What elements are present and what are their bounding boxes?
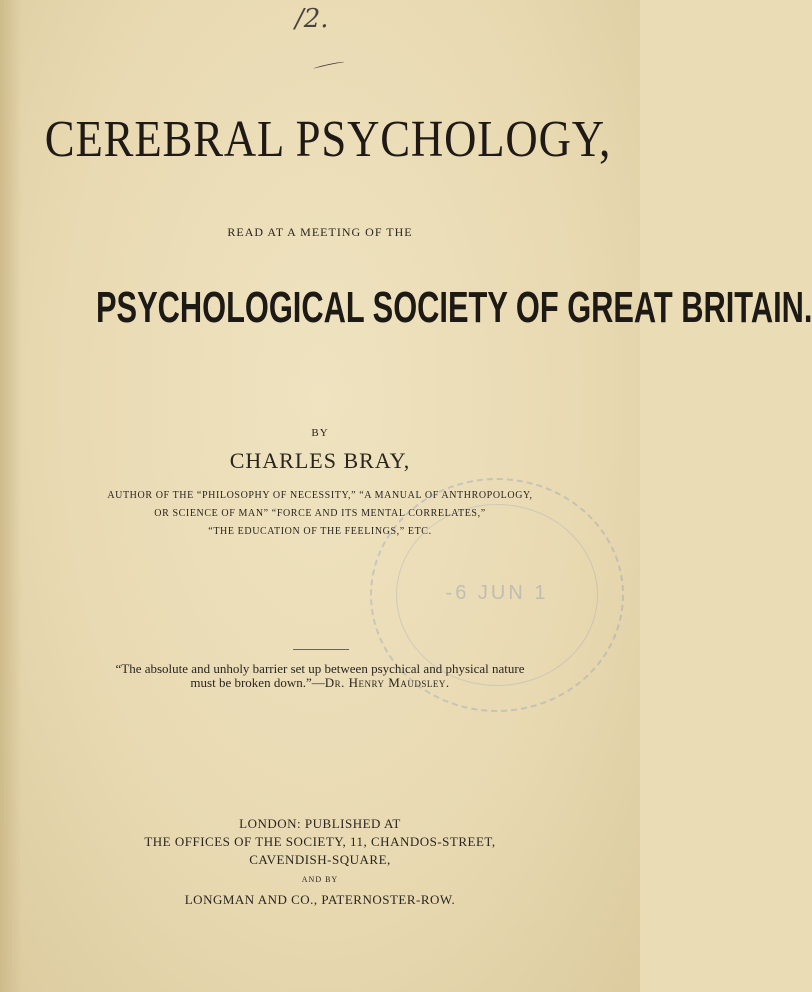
publication-line-2: THE OFFICES OF THE SOCIETY, 11, CHANDOS-STREET,	[144, 834, 496, 849]
publication-and-by: AND BY	[301, 875, 339, 884]
quote-line-2	[0, 676, 640, 690]
publication-info	[0, 815, 640, 909]
publication-line-1: LONDON: PUBLISHED AT	[239, 816, 401, 831]
author-works-line-3: “THE EDUCATION OF THE FEELINGS,” ETC.	[208, 526, 432, 537]
read-at-meeting-line: READ AT A MEETING OF THE	[227, 225, 413, 239]
quote-divider	[293, 649, 349, 650]
author-works	[0, 487, 640, 541]
publication-line-3: CAVENDISH-SQUARE,	[249, 852, 391, 867]
by-line: BY	[311, 427, 329, 439]
quote-line-2-text: must be broken down.”—	[190, 675, 325, 690]
epigraph-quote	[0, 662, 640, 690]
author-name: CHARLES BRAY,	[229, 448, 411, 473]
author-works-line-2: OR SCIENCE OF MAN” “FORCE AND ITS MENTAL CORRELATES,”	[154, 508, 486, 519]
handwritten-shelf-mark: /2.	[295, 4, 329, 34]
book-title: CEREBRAL PSYCHOLOGY,	[44, 111, 612, 168]
publication-line-4: LONGMAN AND CO., PATERNOSTER-ROW.	[184, 892, 456, 907]
shelf-mark-underline	[313, 61, 345, 71]
quote-attribution: Dr. Henry Maudsley.	[324, 675, 450, 690]
quote-line-1: “The absolute and unholy barrier set up between psychical and physical nature	[115, 661, 525, 676]
author-works-line-1: AUTHOR OF THE “PHILOSOPHY OF NECESSITY,” “A MANUAL OF ANTHROPOLOGY,	[107, 490, 533, 501]
library-stamp-date: -6 JUN 1	[445, 582, 549, 604]
society-name: PSYCHOLOGICAL SOCIETY OF GREAT BRITAIN.	[96, 283, 812, 332]
